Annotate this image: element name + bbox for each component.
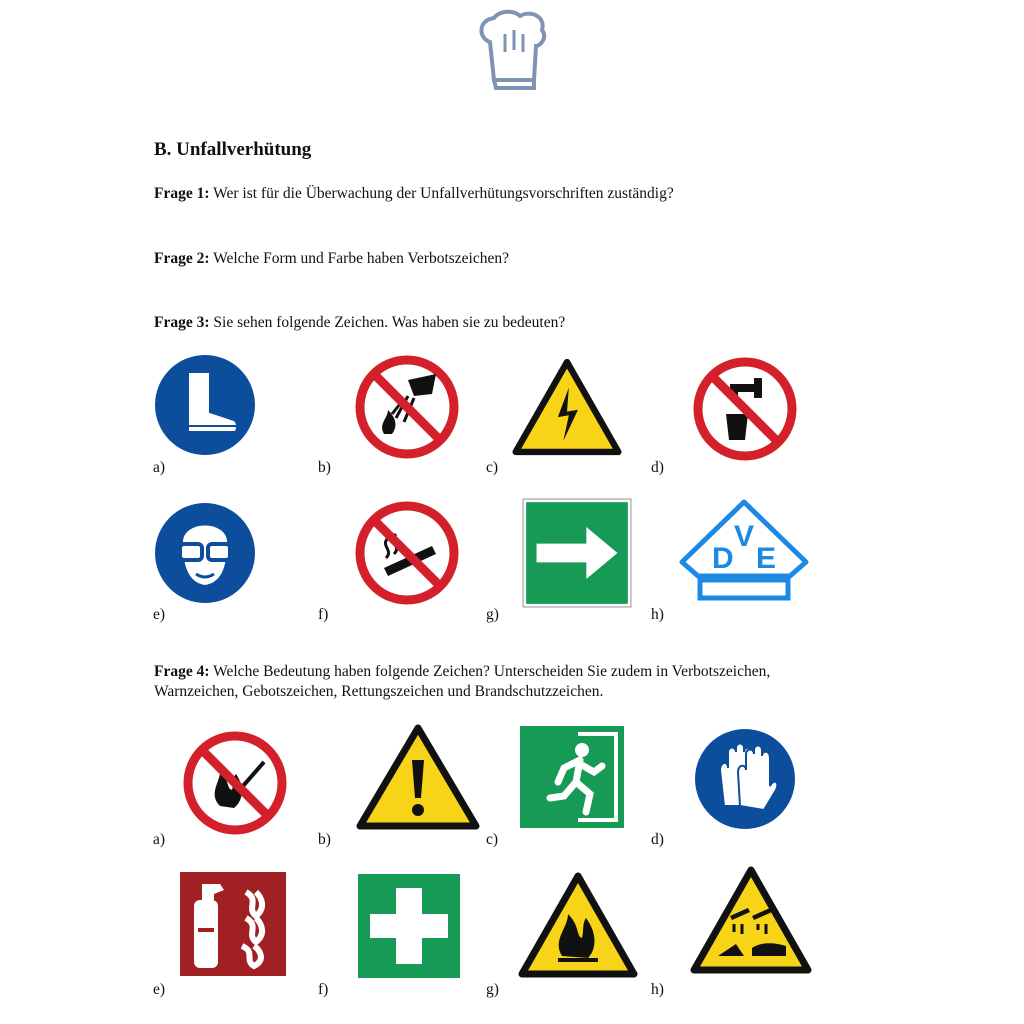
option-label: b) [318, 459, 331, 476]
high-voltage-warning-icon [512, 352, 622, 462]
question-text: Sie sehen folgende Zeichen. Was haben sie zu bedeuten? [209, 314, 566, 331]
question-text: Wer ist für die Überwachung der Unfallverhütungsvorschriften zuständig? [209, 185, 674, 202]
flammable-warning-icon [518, 870, 638, 980]
emergency-exit-icon [520, 726, 624, 828]
escape-route-arrow-icon [522, 498, 632, 608]
option-label: g) [486, 606, 499, 623]
section-heading: B. Unfallverhütung [154, 139, 312, 160]
general-warning-icon [356, 722, 480, 832]
question-label: Frage 1: [154, 185, 210, 202]
question-1 [154, 184, 854, 204]
eye-protection-mandatory-icon [150, 498, 260, 608]
question-text: Welche Bedeutung haben folgende Zeichen? Unterscheiden Sie zudem in Verbotszeichen, Warnzeichen, Gebotszeichen, Rettungszeichen und Brandschutzzeichen. [154, 663, 771, 700]
no-open-fire-icon [180, 728, 290, 838]
option-label: c) [486, 459, 499, 476]
option-label: a) [153, 831, 166, 848]
question-3 [154, 313, 854, 333]
option-label: a) [153, 459, 166, 476]
option-label: f) [318, 981, 329, 998]
question-2 [154, 249, 854, 269]
question-4 [154, 662, 834, 702]
vde-letter-e: E [756, 542, 777, 575]
option-label: e) [153, 981, 166, 998]
vde-mark-icon [676, 496, 812, 606]
question-label: Frage 2: [154, 250, 210, 267]
vde-letter-v: V [734, 520, 755, 553]
question-text: Welche Form und Farbe haben Verbotszeichen? [209, 250, 509, 267]
option-label: c) [486, 831, 499, 848]
question-label: Frage 3: [154, 314, 210, 331]
no-drinking-water-icon [690, 354, 800, 464]
no-smoking-icon [352, 498, 462, 608]
option-label: e) [153, 606, 166, 623]
no-water-extinguish-icon [352, 352, 462, 462]
safety-boots-mandatory-icon [150, 350, 260, 460]
option-label: d) [651, 459, 664, 476]
corrosive-warning-icon [690, 864, 812, 978]
first-aid-icon [358, 874, 460, 978]
option-label: g) [486, 981, 499, 998]
option-label: f) [318, 606, 329, 623]
vde-letter-d: D [712, 542, 734, 575]
protective-gloves-mandatory-icon [690, 724, 800, 834]
option-label: h) [651, 606, 664, 623]
chef-hat-logo-icon [474, 8, 554, 94]
question-label: Frage 4: [154, 663, 210, 680]
option-label: b) [318, 831, 331, 848]
option-label: h) [651, 981, 664, 998]
option-label: d) [651, 831, 664, 848]
fire-extinguisher-icon [180, 872, 286, 976]
